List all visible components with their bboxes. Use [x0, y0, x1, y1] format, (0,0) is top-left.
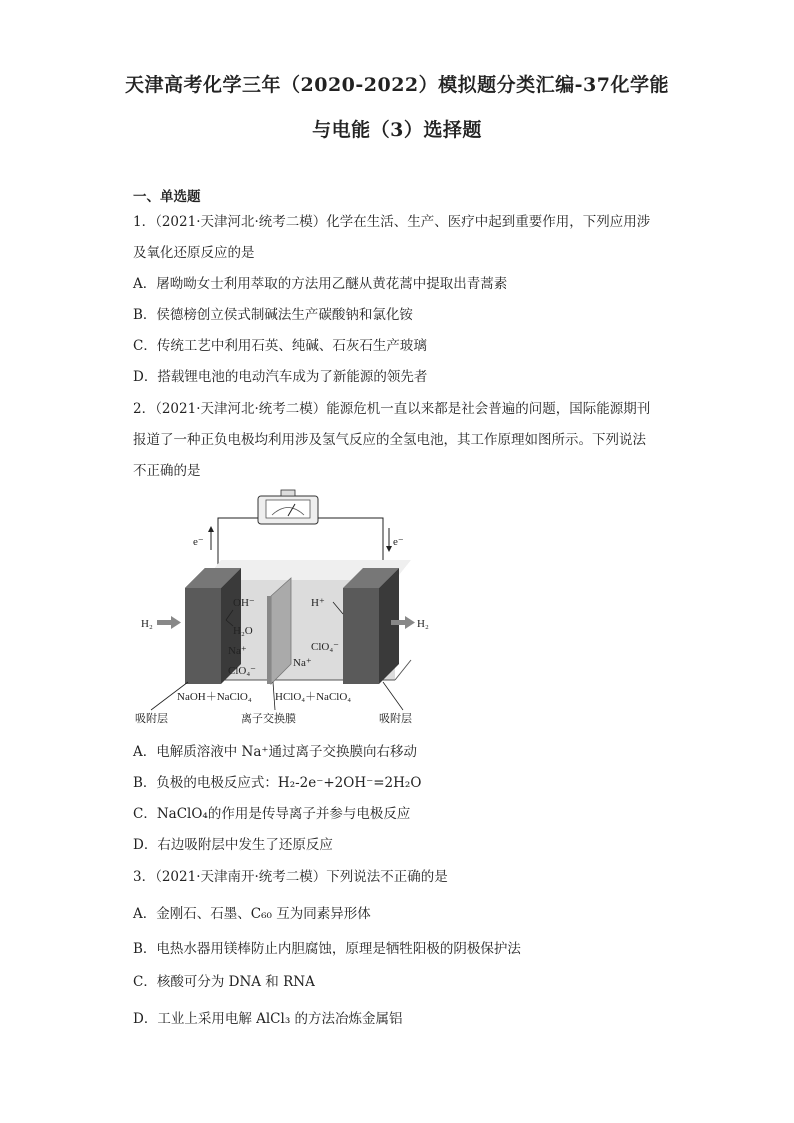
- q3-option-a: A．金刚石、石墨、C₆₀ 互为同素异形体: [133, 906, 371, 922]
- q1-option-c: C．传统工艺中利用石英、纯碱、石灰石生产玻璃: [133, 338, 427, 354]
- solution-left-label: NaOH＋NaClO₄: [177, 691, 252, 703]
- q2-option-c: C．NaClO₄的作用是传导离子并参与电极反应: [133, 806, 411, 822]
- q1-option-b: B．侯德榜创立侯式制碱法生产碳酸钠和氯化铵: [133, 307, 413, 323]
- membrane-label: 离子交换膜: [241, 713, 296, 725]
- na-ion-left-label: Na⁺: [228, 645, 247, 657]
- q3-option-c: C．核酸可分为 DNA 和 RNA: [133, 974, 315, 990]
- doc-title-line2: 与电能（3）选择题: [312, 119, 482, 141]
- doc-title-line1: 天津高考化学三年（2020-2022）模拟题分类汇编-37化学能: [125, 74, 669, 96]
- electron-down-arrow-icon: [386, 546, 392, 552]
- q3-option-b: B．电热水器用镁棒防止内胆腐蚀，原理是牺牲阳极的阴极保护法: [133, 941, 521, 957]
- q1-stem-line1: 1．（2021·天津河北·统考二模）化学在生活、生产、医疗中起到重要作用，下列应用涉: [133, 214, 651, 230]
- na-ion-right-label: Na⁺: [293, 657, 312, 669]
- q3-option-d: D．工业上采用电解 AlCl₃ 的方法冶炼金属铝: [133, 1011, 403, 1027]
- h-ion-label: H⁺: [311, 597, 325, 609]
- q2-option-b: B．负极的电极反应式：H₂-2e⁻+2OH⁻=2H₂O: [133, 775, 422, 791]
- q1-option-d: D．搭载锂电池的电动汽车成为了新能源的领先者: [133, 369, 428, 385]
- galvanometer-icon: [258, 490, 318, 524]
- oh-ion-label: OH⁻: [233, 597, 255, 609]
- right-adsorption-layer: [343, 588, 379, 684]
- solution-right-label: HClO₄＋NaClO₄: [275, 691, 352, 703]
- q1-option-a: A．屠呦呦女士利用萃取的方法用乙醚从黄花蒿中提取出青蒿素: [133, 276, 508, 292]
- q2-option-a: A．电解质溶液中 Na⁺通过离子交换膜向右移动: [133, 744, 418, 760]
- q2-stem-line1: 2．（2021·天津河北·统考二模）能源危机一直以来都是社会普遍的问题，国际能源期刊: [133, 401, 651, 417]
- hydrogen-battery-diagram: [133, 488, 433, 728]
- q3-stem: 3．（2021·天津南开·统考二模）下列说法不正确的是: [133, 869, 448, 885]
- q2-option-d: D．右边吸附层中发生了还原反应: [133, 837, 333, 853]
- h2-out-arrow-icon: [405, 616, 415, 629]
- electron-left-label: e⁻: [193, 536, 204, 548]
- clo4-left-label: ClO₄⁻: [228, 665, 256, 677]
- q1-stem-line2: 及氧化还原反应的是: [133, 245, 255, 261]
- h2-in-arrow-icon: [171, 616, 181, 629]
- electron-up-arrow-icon: [208, 526, 214, 532]
- h2-right-label: H₂: [417, 618, 429, 630]
- section-heading: 一、单选题: [133, 189, 201, 205]
- q2-stem-line3: 不正确的是: [133, 463, 201, 479]
- adsorption-layer-left-label: 吸附层: [135, 713, 168, 725]
- h2-left-label: H₂: [141, 618, 153, 630]
- clo4-right-label: ClO₄⁻: [311, 641, 339, 653]
- electron-right-label: e⁻: [393, 536, 404, 548]
- q2-stem-line2: 报道了一种正负电极均利用涉及氢气反应的全氢电池，其工作原理如图所示。下列说法: [133, 432, 646, 448]
- h2o-label: H₂O: [233, 625, 253, 637]
- adsorption-layer-right-label: 吸附层: [379, 713, 412, 725]
